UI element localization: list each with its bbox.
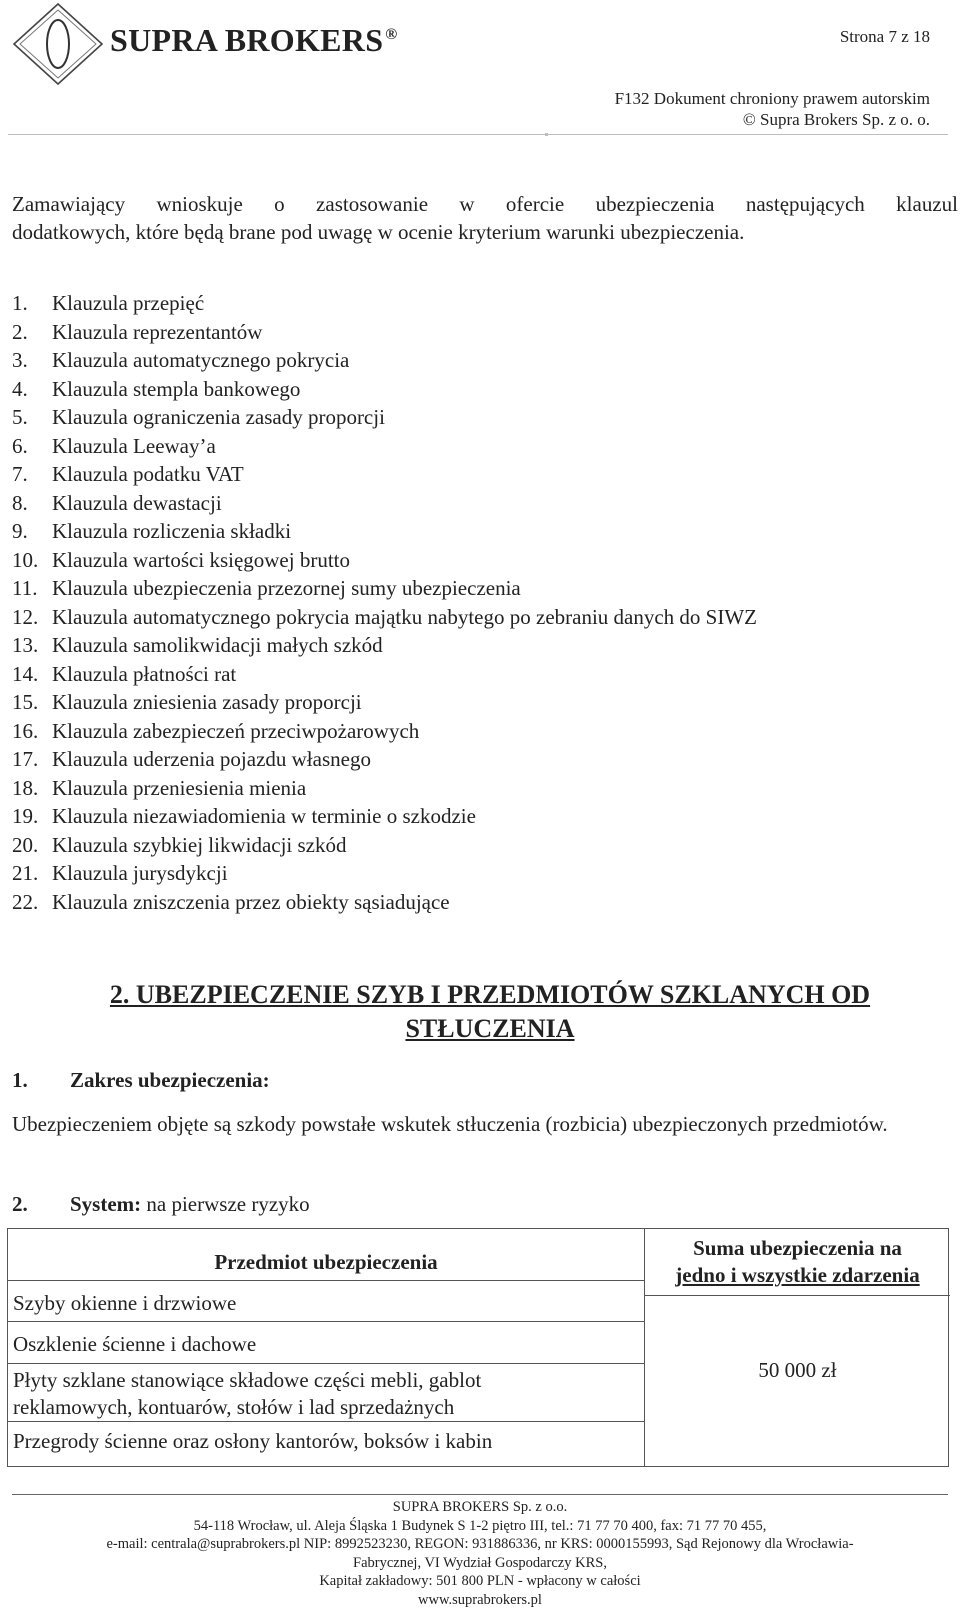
- clause-number: 17.: [12, 747, 39, 771]
- clause-text: Klauzula zniszczenia przez obiekty sąsiadujące: [52, 889, 450, 914]
- clause-text: Klauzula samolikwidacji małych szkód: [52, 633, 383, 657]
- footer-address: 54-118 Wrocław, ul. Aleja Śląska 1 Budynek S 1-2 piętro III, tel.: 71 77 70 400, fax: 71 77 70 455,: [193, 1517, 767, 1534]
- table-row-divider: [8, 1280, 644, 1281]
- clause-number: 10.: [12, 547, 39, 572]
- clause-number: 21.: [12, 861, 39, 885]
- clause-text: Klauzula przeniesienia mienia: [52, 775, 307, 800]
- clause-item: [12, 375, 757, 404]
- scope-paragraph: Ubezpieczeniem objęte są szkody powstałe wskutek stłuczenia (rozbicia) ubezpieczonych przedmiotów.: [12, 1112, 888, 1136]
- clause-item: [12, 489, 757, 518]
- table-row: reklamowych, kontuarów, stołów i lad sprzedażnych: [13, 1395, 455, 1419]
- clause-number: 15.: [12, 690, 39, 714]
- clause-text: Klauzula zniesienia zasady proporcji: [52, 690, 362, 714]
- clause-number: 3.: [12, 348, 28, 372]
- clause-item: [12, 289, 757, 318]
- footer-court: Fabrycznej, VI Wydział Gospodarczy KRS,: [353, 1554, 607, 1571]
- clause-text: Klauzula jurysdykcji: [52, 861, 228, 885]
- clause-number: 7.: [12, 462, 28, 486]
- company-logo: [10, 0, 114, 88]
- footer-divider: [12, 1494, 948, 1495]
- clause-item: [12, 346, 757, 375]
- table-header-divider: [644, 1295, 950, 1296]
- intro-line-2: dodatkowych, które będą brane pod uwagę w ocenie kryterium warunki ubezpieczenia.: [12, 220, 745, 244]
- item-scope-heading: 1. Zakres ubezpieczenia:: [12, 1068, 270, 1092]
- intro-paragraph: [12, 190, 958, 246]
- clause-text: Klauzula ubezpieczenia przezornej sumy ubezpieczenia: [52, 576, 521, 600]
- footer: [0, 1498, 960, 1610]
- clause-item: [12, 831, 757, 860]
- registered-mark: ®: [385, 26, 398, 44]
- clause-item: [12, 774, 757, 803]
- clause-item: [12, 546, 757, 575]
- clause-item: [12, 745, 757, 774]
- clause-number: 11.: [12, 576, 38, 600]
- clause-number: 12.: [12, 604, 39, 629]
- clause-item: [12, 859, 757, 888]
- clause-item: [12, 432, 757, 461]
- table-row: Przegrody ścienne oraz osłony kantorów, boksów i kabin: [13, 1429, 493, 1453]
- clause-text: Klauzula reprezentantów: [52, 319, 263, 344]
- clause-text: Klauzula rozliczenia składki: [52, 519, 292, 543]
- clause-text: Klauzula automatycznego pokrycia: [52, 348, 350, 372]
- clause-number: 1.: [12, 291, 28, 315]
- table-row: Płyty szklane stanowiące składowe części mebli, gablot: [13, 1368, 482, 1392]
- brand-name: SUPRA BROKERS ®: [110, 22, 398, 58]
- header-divider-mark: [545, 133, 548, 136]
- sum-insured-value: 50 000 zł: [758, 1358, 837, 1382]
- clause-text: Klauzula przepięć: [52, 291, 205, 315]
- clause-text: Klauzula wartości księgowej brutto: [52, 547, 350, 572]
- table-header-subject: Przedmiot ubezpieczenia: [214, 1250, 438, 1274]
- clause-item: [12, 888, 757, 917]
- clause-item: [12, 802, 757, 831]
- clause-number: 5.: [12, 405, 28, 429]
- clause-text: Klauzula zabezpieczeń przeciwpożarowych: [52, 718, 420, 743]
- copyright-line: © Supra Brokers Sp. z o. o.: [742, 110, 930, 129]
- clause-item: [12, 660, 757, 689]
- table-row-divider: [8, 1321, 644, 1322]
- table-header-sum: Suma ubezpieczenia na jedno i wszystkie zdarzenia: [675, 1236, 920, 1287]
- footer-capital: Kapitał zakładowy: 501 800 PLN - wpłacony w całości: [319, 1573, 641, 1590]
- footer-registration: e-mail: centrala@suprabrokers.pl NIP: 8992523230, REGON: 931886336, nr KRS: 0000155993, Sąd Rejonowy dla Wrocławia-: [106, 1536, 854, 1553]
- clause-item: [12, 403, 757, 432]
- clause-text: Klauzula podatku VAT: [52, 462, 244, 486]
- clause-list: [12, 289, 757, 916]
- clause-text: Klauzula płatności rat: [52, 661, 237, 686]
- section-title: 2. UBEZPIECZENIE SZYB I PRZEDMIOTÓW SZKLANYCH OD STŁUCZENIA: [109, 980, 871, 1043]
- clause-number: 9.: [12, 519, 28, 543]
- footer-company: SUPRA BROKERS Sp. z o.o.: [392, 1499, 568, 1515]
- clause-number: 19.: [12, 804, 39, 828]
- clause-item: [12, 318, 757, 347]
- clause-item: [12, 688, 757, 717]
- table-row: Szyby okienne i drzwiowe: [13, 1291, 237, 1315]
- clause-item: [12, 460, 757, 489]
- footer-website: www.suprabrokers.pl: [418, 1591, 542, 1608]
- clause-text: Klauzula stempla bankowego: [52, 376, 301, 401]
- clause-number: 20.: [12, 832, 39, 857]
- clause-number: 2.: [12, 319, 28, 344]
- coverage-table: [7, 1228, 949, 1467]
- clause-item: [12, 631, 757, 660]
- doc-protection-note: F132 Dokument chroniony prawem autorskim: [614, 89, 930, 108]
- clause-item: [12, 574, 757, 603]
- header-copyright: [615, 88, 930, 130]
- header-divider: [8, 134, 948, 135]
- intro-line-1: Zamawiający wnioskuje o zastosowanie w ofercie ubezpieczenia następujących klauzul: [12, 192, 958, 216]
- clause-item: [12, 603, 757, 632]
- clause-text: Klauzula uderzenia pojazdu własnego: [52, 747, 371, 771]
- clause-item: [12, 517, 757, 546]
- clause-text: Klauzula ograniczenia zasady proporcji: [52, 405, 385, 429]
- clause-text: Klauzula automatycznego pokrycia majątku nabytego po zebraniu danych do SIWZ: [52, 604, 757, 629]
- clause-number: 14.: [12, 661, 39, 686]
- page-number: Strona 7 z 18: [839, 27, 930, 46]
- clause-number: 4.: [12, 376, 28, 401]
- table-row-divider: [8, 1421, 644, 1422]
- clause-number: 13.: [12, 633, 39, 657]
- clause-text: Klauzula dewastacji: [52, 490, 222, 515]
- clause-text: Klauzula niezawiadomienia w terminie o szkodzie: [52, 804, 476, 828]
- clause-number: 16.: [12, 718, 39, 743]
- table-row: Oszklenie ścienne i dachowe: [13, 1332, 257, 1356]
- clause-item: [12, 717, 757, 746]
- clause-text: Klauzula szybkiej likwidacji szkód: [52, 832, 347, 857]
- clause-number: 18.: [12, 775, 39, 800]
- clause-number: 22.: [12, 889, 39, 914]
- clause-text: Klauzula Leeway’a: [52, 433, 216, 458]
- table-row-divider: [8, 1363, 644, 1364]
- clause-number: 6.: [12, 433, 28, 458]
- clause-number: 8.: [12, 490, 28, 515]
- item-system: 2. System: na pierwsze ryzyko: [12, 1192, 310, 1216]
